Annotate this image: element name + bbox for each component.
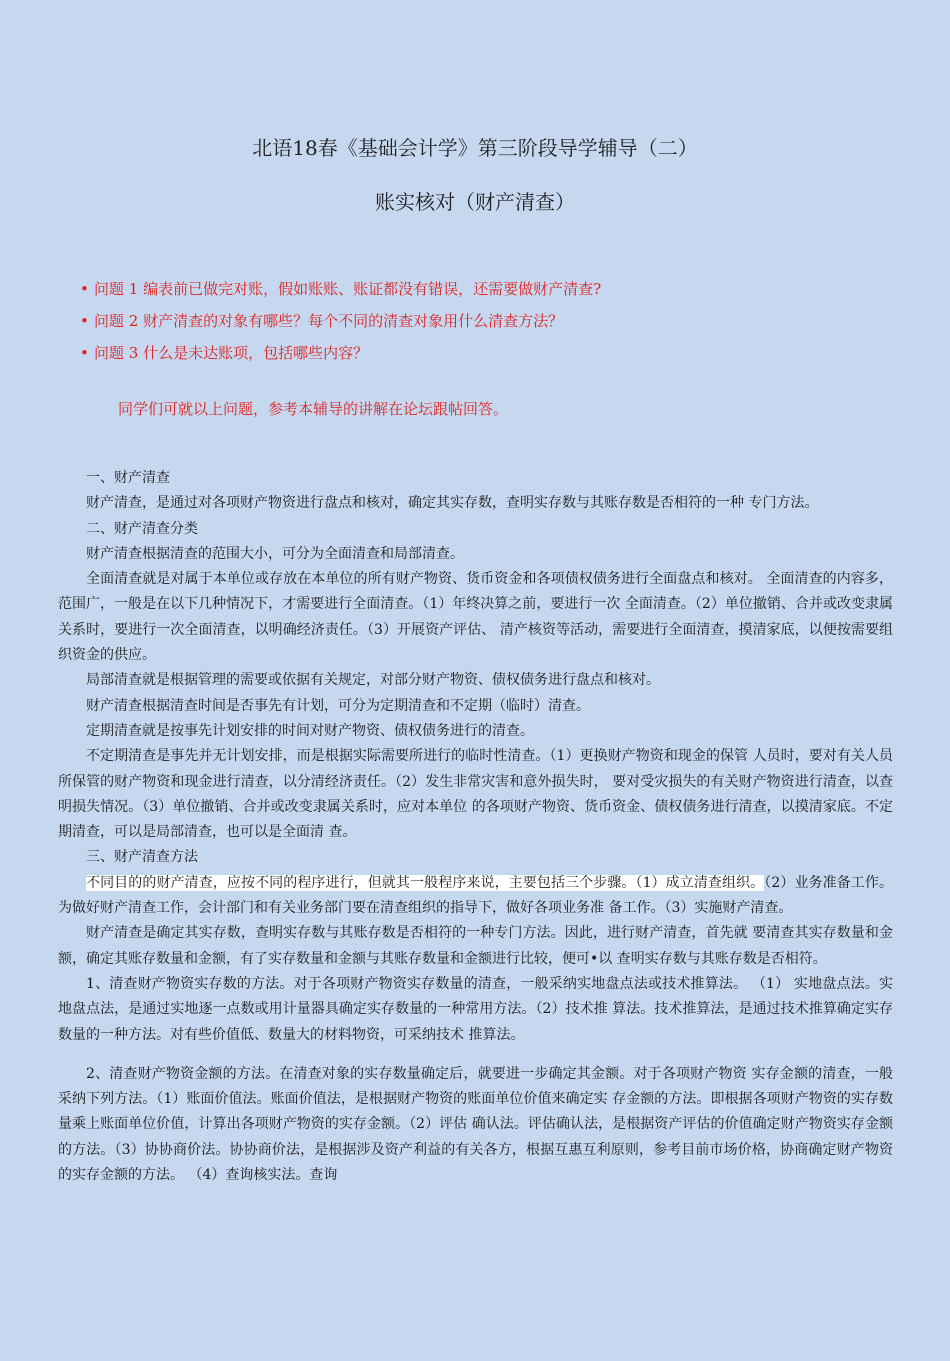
forum-prompt: 同学们可就以上问题，参考本辅导的讲解在论坛跟帖回答。 [118,400,509,418]
bullet: • [80,344,89,362]
question-item [80,308,880,340]
paragraph: 2、清查财产物资金额的方法。在清查对象的实存数量确定后，就要进一步确定其金额。对于各项财产物资 实存金额的清查，一般采纳下列方法。（1）账面价值法。账面价值法，是根据财产物资的账面单位价值来确定实 存金额的方法。即根据各项财产物资的实存数量乘上账面单位价值，计算出各项财产物资的实存金额。（2）评估 确认法。评估确认法，是根据资产评估的价值确定财产物资实存金额的方法。（3）协协商价法。协协商价法，是根据涉及资产利益的有关各方，根据互惠互利原则，参考目前市场价格，协商确定财产物资的实存金额的方法。 （4）查询核实法。查询 [58,1065,893,1184]
paragraph: 财产清查，是通过对各项财产物资进行盘点和核对，确定其实存数，查明实存数与其账存数是否相符的一种 专门方法。 [86,495,819,512]
bullet: • [80,280,89,298]
question-item [80,276,880,308]
question-item [80,340,880,372]
section-heading: 三、财产清查方法 [86,849,198,866]
section-heading: 一、财产清查 [86,470,170,486]
paragraph: 定期清查就是按事先计划安排的时间对财产物资、债权债务进行的清查。 [86,722,534,739]
document-body [58,466,893,1188]
section-heading: 二、财产清查分类 [86,520,198,537]
highlighted-paragraph [58,871,893,922]
paragraph: 财产清查是确定其实存数，查明实存数与其账存数是否相符的一种专门方法。因此，进行财产清查，首先就 要清查其实存数量和金额，确定其账存数量和金额，有了实存数量和金额与其账存数量和金额进行比较，便可•以 查明实存数与其账存数是否相符。 [58,925,893,967]
paragraph: 财产清查根据清查时间是否事先有计划，可分为定期清查和不定期（临时）清查。 [86,697,590,714]
paragraph: 不定期清查是事先并无计划安排，而是根据实际需要所进行的临时性清查。（1）更换财产物资和现金的保管 人员时，要对有关人员所保管的财产物资和现金进行清查，以分清经济责任。（2）发生非常灾害和意外损失时， 要对受灾损失的有关财产物资进行清查，以查明损失情况。（3）单位撤销、合并或改变隶属关系时，应对本单位 的各项财产物资、货币资金、债权债务进行清查，以摸清家底。不定期清查，可以是局部清查，也可以是全面清 查。 [58,748,893,841]
paragraph: 财产清查根据清查的范围大小，可分为全面清查和局部清查。 [86,545,464,562]
question-text: 问题 2 财产清查的对象有哪些？每个不同的清查对象用什么清查方法？ [94,312,564,330]
paragraph: 全面清查就是对属于本单位或存放在本单位的所有财产物资、货币资金和各项债权债务进行全面盘点和核对。 全面清查的内容多，范围广，一般是在以下几种情况下，才需要进行全面清查。（1）年终决算之前，要进行一次 全面清查。（2）单位撤销、合并或改变隶属关系时，要进行一次全面清查，以明确经济责任。（3）开展资产评估、 清产核资等活动，需要进行全面清查，摸清家底，以便按需要组织资金的供应。 [58,571,893,664]
highlighted-text: 不同目的的财产清查，应按不同的程序进行，但就其一般程序来说，主要包括三个步骤。（1）成立清查组织。 [86,874,765,891]
document-subtitle: 账实核对（财产清查） [375,190,575,214]
bullet: • [80,312,89,330]
paragraph-continuation: （2）业务准备工作。为做好财产清查工作，会计部门和有关业务部门要在清查组织的指导下，做好各项业务准 备工作。（3）实施财产清查。 [58,874,893,917]
paragraph: 局部清查就是根据管理的需要或依据有关规定，对部分财产物资、债权债务进行盘点和核对。 [86,672,660,689]
question-list [80,276,880,372]
question-text: 问题 1 编表前已做完对账，假如账账、账证都没有错误，还需要做财产清查? [94,280,602,298]
document-title: 北语18春《基础会计学》第三阶段导学辅导（二） [252,136,698,160]
question-text: 问题 3 什么是未达账项，包括哪些内容？ [94,344,369,362]
paragraph: 1、清查财产物资实存数的方法。对于各项财产物资实存数量的清查，一般采纳实地盘点法或技术推算法。 （1） 实地盘点法。实地盘点法，是通过实地逐一点数或用计量器具确定实存数量的一种常用方法。（2）技术推 算法。技术推算法，是通过技术推算确定实存数量的一种方法。对有些价值低、数量大的材料物资，可采纳技术 推算法。 [58,975,893,1043]
